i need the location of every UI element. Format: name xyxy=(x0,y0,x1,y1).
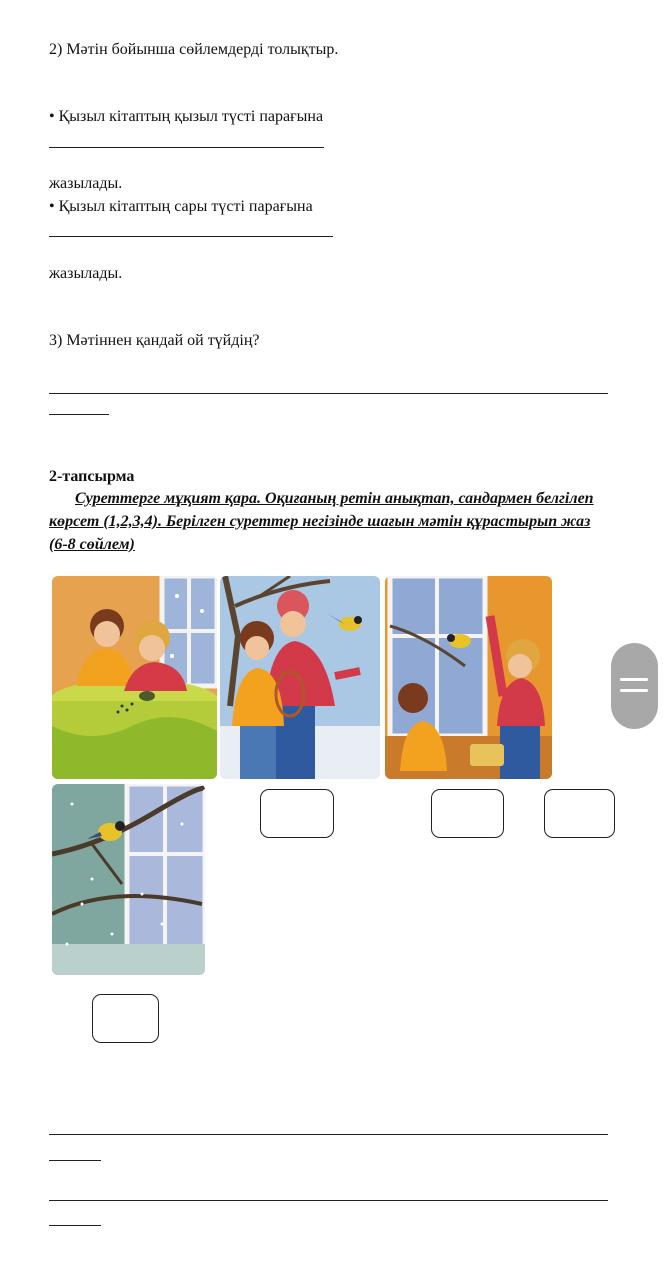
sentence-1-suffix: жазылады. xyxy=(49,175,123,192)
answer-line-3a[interactable] xyxy=(49,393,608,394)
picture-boys-with-cage xyxy=(220,576,380,779)
sentence-2-suffix: жазылады. xyxy=(49,265,123,282)
answer-line-1[interactable] xyxy=(49,147,324,148)
writing-line-2b[interactable] xyxy=(49,1225,101,1226)
picture-bird-on-branch xyxy=(52,784,205,975)
picture-boys-at-table xyxy=(52,576,217,779)
number-box-3[interactable] xyxy=(544,789,615,838)
question-2-title: 2) Мәтін бойынша сөйлемдерді толықтыр. xyxy=(49,41,339,58)
question-3-title: 3) Мәтіннен қандай ой түйдің? xyxy=(49,332,260,349)
sentence-2-prefix: • Қызыл кітаптың сары түсті парағына xyxy=(49,198,313,215)
handle-bar-top xyxy=(620,678,648,681)
writing-line-2a[interactable] xyxy=(49,1200,608,1201)
scroll-handle[interactable] xyxy=(611,643,658,729)
task-2-instruction: Суреттерге мұқият қара. Оқиғаның ретін анықтап, сандармен белгілеп көрсет (1,2,3,4). Берілген суреттер негізінде шағын мәтін құрастырып жаз (6-8 сөйлем) xyxy=(49,490,594,553)
sentence-1-prefix: • Қызыл кітаптың қызыл түсті парағына xyxy=(49,108,324,125)
number-box-1[interactable] xyxy=(260,789,334,838)
writing-line-1a[interactable] xyxy=(49,1134,608,1135)
answer-line-2[interactable] xyxy=(49,236,333,237)
answer-line-3b[interactable] xyxy=(49,414,109,415)
number-box-2[interactable] xyxy=(431,789,504,838)
writing-line-1b[interactable] xyxy=(49,1160,101,1161)
number-box-4[interactable] xyxy=(92,994,159,1043)
handle-bar-bottom xyxy=(620,689,648,692)
task-2-heading: 2-тапсырма xyxy=(49,468,135,485)
picture-boy-opening-window xyxy=(385,576,552,779)
